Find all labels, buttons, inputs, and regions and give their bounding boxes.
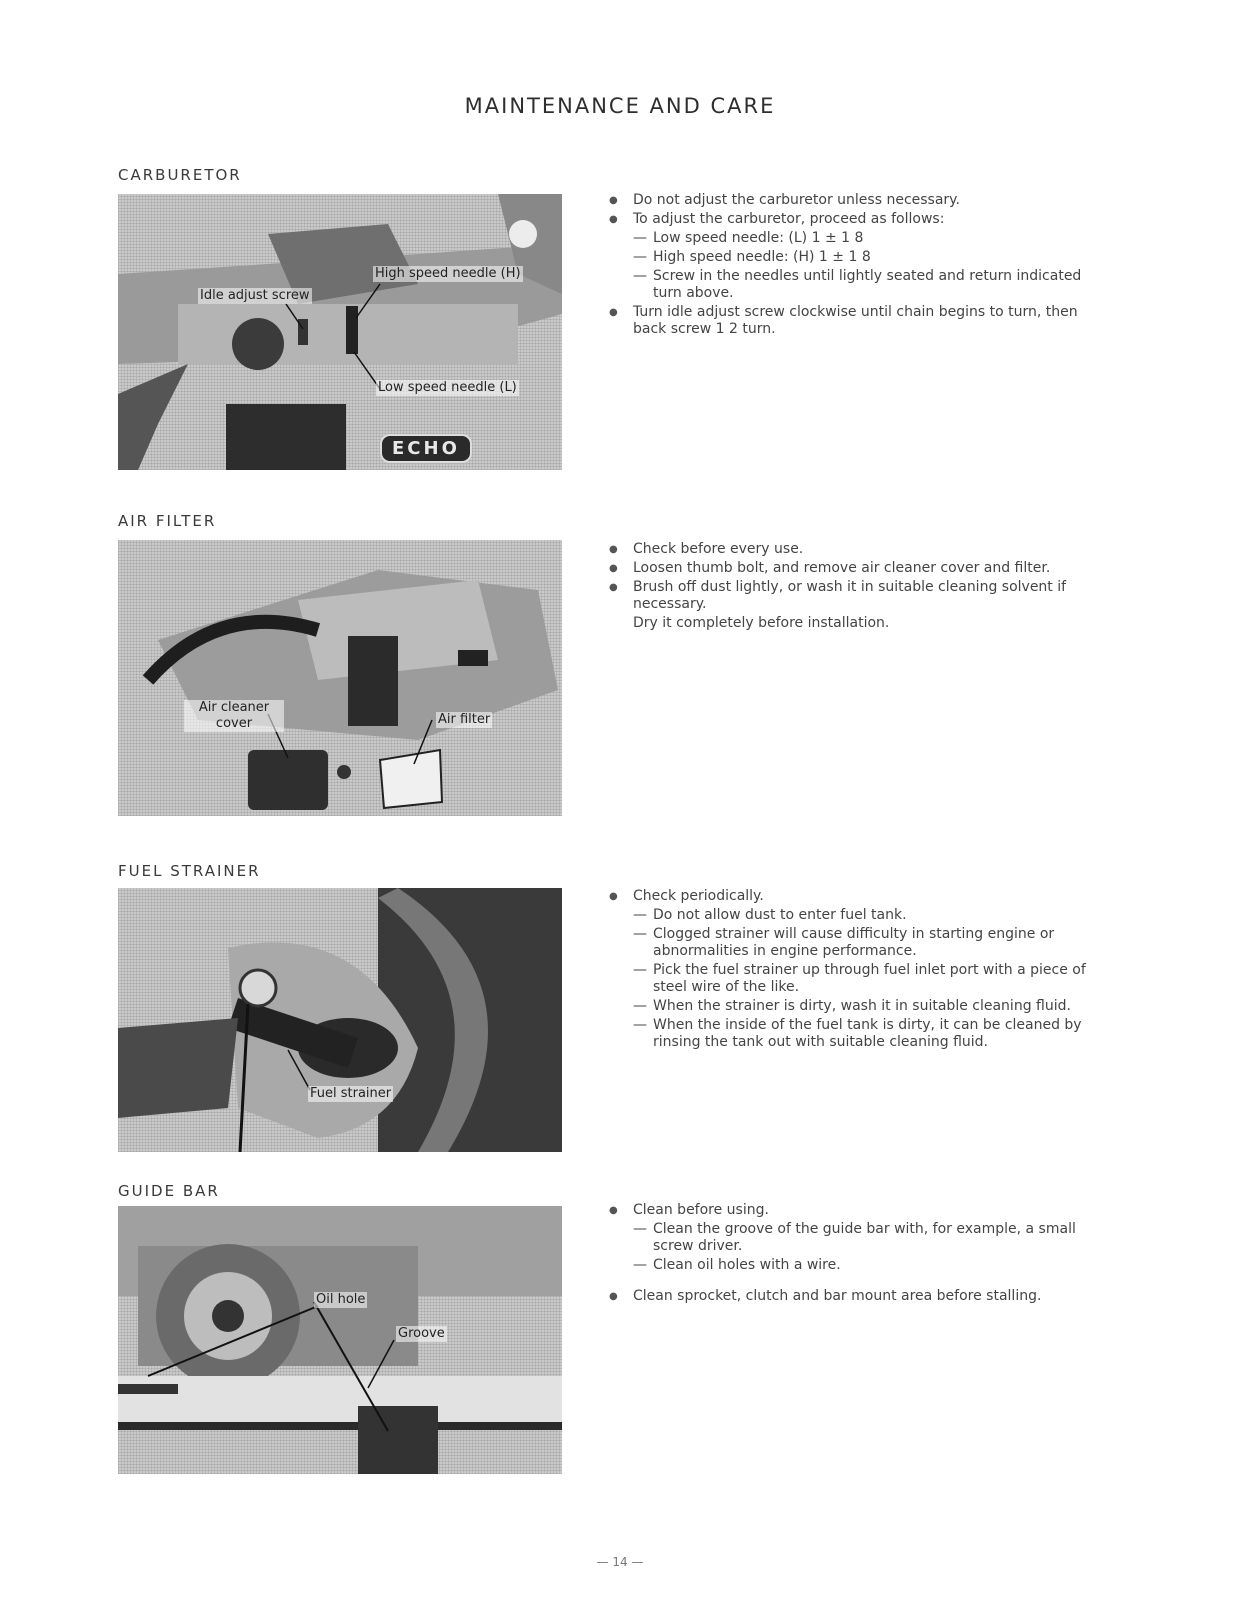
guide-bar-photo bbox=[118, 1206, 562, 1474]
bullet: ● Loosen thumb bolt, and remove air cleaner cover and filter. bbox=[607, 560, 1107, 577]
carburetor-photo bbox=[118, 194, 562, 470]
guide-bar-instructions bbox=[607, 1202, 1107, 1307]
bullet: ● Clean sprocket, clutch and bar mount area before stalling. bbox=[607, 1288, 1107, 1305]
sub-item: — Clean oil holes with a wire. bbox=[607, 1257, 1107, 1274]
paragraph: Dry it completely before installation. bbox=[633, 615, 890, 631]
sub-item: — High speed needle: (H) 1 ± 1 8 bbox=[607, 249, 1107, 266]
sub-item: — Pick the fuel strainer up through fuel inlet port with a piece of steel wire of the like. bbox=[607, 962, 1107, 996]
section-heading-guide-bar: GUIDE BAR bbox=[118, 1182, 220, 1200]
carburetor-instructions bbox=[607, 192, 1107, 340]
bullet: ● Do not adjust the carburetor unless necessary. bbox=[607, 192, 1107, 209]
sub-item: — Low speed needle: (L) 1 ± 1 8 bbox=[607, 230, 1107, 247]
bullet: ● Brush off dust lightly, or wash it in suitable cleaning solvent if necessary. bbox=[607, 579, 1107, 613]
air-filter-instructions bbox=[607, 541, 1107, 634]
callout-air-cleaner-cover: Air cleaner cover bbox=[184, 700, 284, 732]
callout-high-speed-needle: High speed needle (H) bbox=[375, 266, 521, 281]
bullet: ● Check periodically. bbox=[607, 888, 1107, 905]
sub-item: — Do not allow dust to enter fuel tank. bbox=[607, 907, 1107, 924]
fuel-strainer-photo bbox=[118, 888, 562, 1152]
bullet: ● Clean before using. bbox=[607, 1202, 1107, 1219]
callout-low-speed-needle: Low speed needle (L) bbox=[378, 380, 517, 395]
section-heading-fuel-strainer: FUEL STRAINER bbox=[118, 862, 261, 880]
callout-fuel-strainer: Fuel strainer bbox=[310, 1086, 392, 1101]
bullet: ● Turn idle adjust screw clockwise until chain begins to turn, then back screw 1 2 turn. bbox=[607, 304, 1107, 338]
sub-item: — Clean the groove of the guide bar with, for example, a small screw driver. bbox=[607, 1221, 1107, 1255]
sub-item: — When the strainer is dirty, wash it in suitable cleaning fluid. bbox=[607, 998, 1107, 1015]
carburetor-illustration bbox=[118, 194, 562, 470]
callout-idle-adjust-screw: Idle adjust screw bbox=[200, 288, 310, 303]
air-filter-photo bbox=[118, 540, 562, 816]
callout-oil-hole: Oil hole bbox=[316, 1292, 366, 1307]
callout-air-filter: Air filter bbox=[438, 712, 491, 727]
guide-bar-illustration bbox=[118, 1206, 562, 1474]
callout-groove: Groove bbox=[398, 1326, 445, 1341]
page-number: — 14 — bbox=[596, 1555, 644, 1569]
section-heading-air-filter: AIR FILTER bbox=[118, 512, 217, 530]
air-filter-illustration bbox=[118, 540, 562, 816]
fuel-strainer-instructions bbox=[607, 888, 1107, 1053]
sub-item: — When the inside of the fuel tank is dirty, it can be cleaned by rinsing the tank out with suitable cleaning fluid. bbox=[607, 1017, 1107, 1051]
echo-logo: ECHO bbox=[380, 434, 472, 463]
fuel-strainer-illustration bbox=[118, 888, 562, 1152]
sub-item: — Clogged strainer will cause difficulty in starting engine or abnormalities in engine performance. bbox=[607, 926, 1107, 960]
section-heading-carburetor: CARBURETOR bbox=[118, 166, 242, 184]
sub-item: — Screw in the needles until lightly seated and return indicated turn above. bbox=[607, 268, 1107, 302]
page-title: MAINTENANCE AND CARE bbox=[464, 94, 776, 118]
bullet: ● To adjust the carburetor, proceed as follows: bbox=[607, 211, 1107, 228]
bullet: ● Check before every use. bbox=[607, 541, 1107, 558]
